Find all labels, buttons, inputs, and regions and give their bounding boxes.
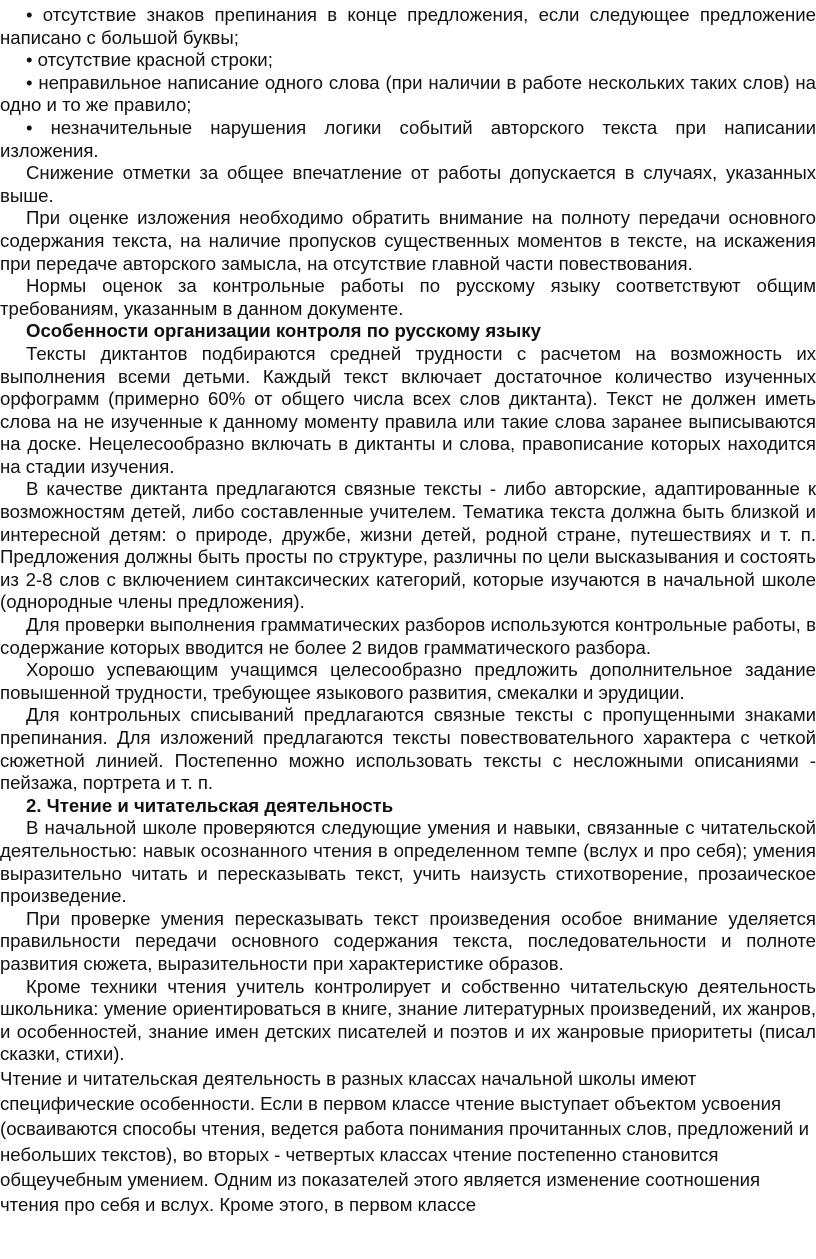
paragraph: • незначительные нарушения логики событий авторского текста при написании изложения. — [0, 116, 816, 161]
paragraph: Кроме техники чтения учитель контролирует и собственно читательскую деятельность школьника: умение ориентироваться в книге, знание литературных произведений, их жанров, и особенностей, знание имен детских писателей и поэтов и их жанровые приоритеты (писал сказки, стихи). — [0, 975, 816, 1065]
paragraph: При оценке изложения необходимо обратить внимание на полноту передачи основного содержания текста, на наличие пропусков существенных моментов в тексте, на искажения при передаче авторского замысла, на отсутствие главной части повествования. — [0, 207, 816, 274]
paragraph: • отсутствие знаков препинания в конце предложения, если следующее предложение написано с большой буквы; — [0, 4, 816, 48]
paragraph: Для проверки выполнения грамматических разборов используются контрольные работы, в содержание которых вводится не более 2 видов грамматического разбора. — [0, 614, 816, 658]
paragraph: • отсутствие красной строки; — [26, 49, 273, 71]
paragraph: Чтение и читательская деятельность в разных классах начальной школы имеют специфические особенности. Если в первом классе чтение выступает объектом усвоения (осваиваются способы чтения, ведется работа понимания прочитанных слов, предложений и небольших текстов), во вторых - четвертых классах чтение постепенно становится общеучебным умением. Одним из показателей этого является изменение соотношения чтения про себя и вслух. Кроме этого, в первом классе — [0, 1067, 809, 1215]
paragraph: В качестве диктанта предлагаются связные тексты - либо авторские, адаптированные к возможностям детей, либо составленные учителем. Тематика текста должна быть близкой и интересной детям: о природе, дружбе, жизни детей, родной стране, путешествиях и т. п. Предложения должны быть просты по структуре, различны по цели высказывания и состоять из 2-8 слов с включением синтаксических категорий, которые изучаются в начальной школе (однородные члены предложения). — [0, 478, 816, 613]
paragraph: • неправильное написание одного слова (при наличии в работе нескольких таких слов) на одно и то же правило; — [0, 71, 816, 116]
paragraph: При проверке умения пересказывать текст произведения особое внимание уделяется правильности передачи основного содержания текста, последовательности и полноте развития сюжета, выразительности при характеристике образов. — [0, 907, 816, 974]
paragraph: Хорошо успевающим учащимся целесообразно предложить дополнительное задание повышенной трудности, требующее языкового развития, смекалки и эрудиции. — [0, 659, 816, 703]
paragraph: В начальной школе проверяются следующие умения и навыки, связанные с читательской деятельностью: навык осознанного чтения в определенном темпе (вслух и про себя); умения выразительно читать и пересказывать текст, учить наизусть стихотворение, прозаическое произведение. — [0, 817, 816, 907]
paragraph: Снижение отметки за общее впечатление от работы допускается в случаях, указанных выше. — [0, 162, 816, 206]
paragraph: Нормы оценок за контрольные работы по русскому языку соответствуют общим требованиям, указанным в данном документе. — [0, 275, 816, 319]
section-heading: 2. Чтение и читательская деятельность — [26, 794, 394, 816]
paragraph: Тексты диктантов подбираются средней трудности с расчетом на возможность их выполнения всеми детьми. Каждый текст включает достаточное количество изученных орфограмм (примерно 60% от общего числа всех слов диктанта). Текст не должен иметь слова на не изученные к данному моменту правила или такие слова заранее выписываются на доске. Нецелесообразно включать в диктанты и слова, правописание которых находится на стадии изучения. — [0, 342, 816, 477]
paragraph: Для контрольных списываний предлагаются связные тексты с пропущенными знаками препинания. Для изложений предлагаются тексты повествовательного характера с четкой сюжетной линией. Постепенно можно использовать тексты с несложными описаниями - пейзажа, портрета и т. п. — [0, 704, 816, 794]
section-heading: Особенности организации контроля по русскому языку — [26, 320, 541, 342]
